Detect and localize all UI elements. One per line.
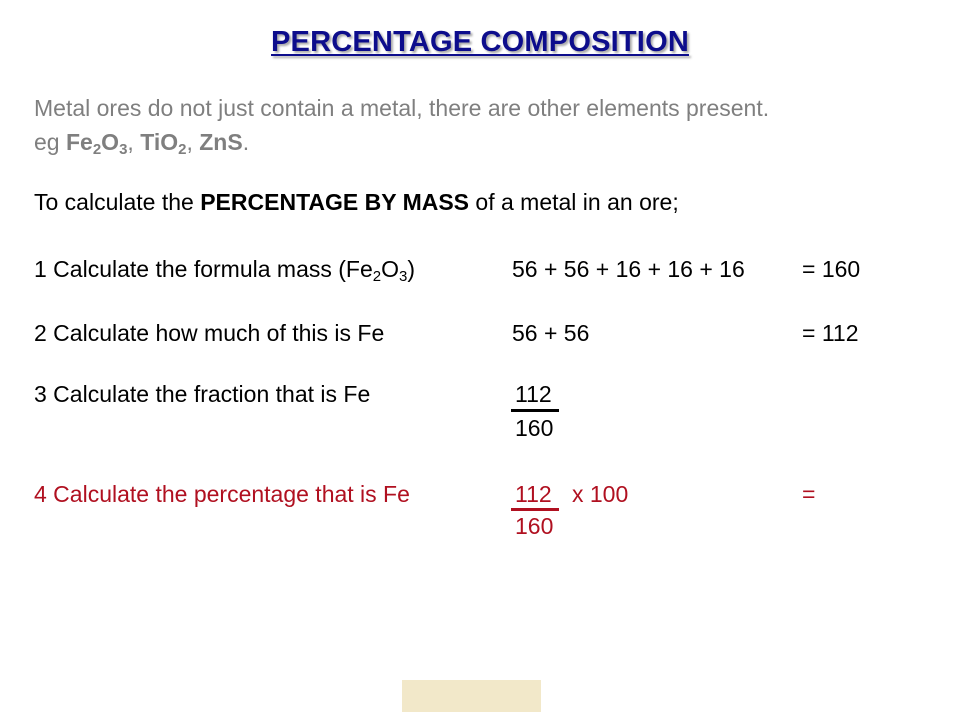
step-2-result: = 112 — [802, 320, 859, 346]
formula-zns: ZnS — [199, 129, 243, 155]
page-title: PERCENTAGE COMPOSITION — [271, 26, 689, 58]
step-4-multiplier: x 100 — [572, 481, 629, 507]
step-3-numerator: 112 — [515, 381, 552, 407]
step-4-numerator: 112 — [515, 481, 552, 507]
step-4-fraction-bar — [511, 508, 559, 511]
step-4-denominator: 160 — [515, 513, 554, 539]
step-3-label: 3 Calculate the fraction that is Fe — [34, 381, 371, 407]
footer-decoration — [402, 680, 541, 712]
step-4-label: 4 Calculate the percentage that is Fe — [34, 481, 410, 507]
instruction-emphasis: PERCENTAGE BY MASS — [200, 189, 470, 215]
intro-examples: eg $Fe_2O_3$, TiO$_2$, ZnS. — [34, 129, 250, 158]
step-2-label: 2 Calculate how much of this is Fe — [34, 320, 385, 346]
eg-label: eg — [34, 129, 66, 155]
step-1-label: 1 Calculate the formula mass $(Fe_2O_3)$ — [34, 256, 415, 285]
formula-tio2: TiO$_2$ — [140, 129, 187, 158]
intro-line: Metal ores do not just contain a metal, there are other elements present. — [34, 95, 770, 121]
formula-fe2o3: $Fe_2O_3$ — [65, 129, 128, 158]
step-3-fraction-bar — [511, 409, 559, 412]
instruction: To calculate the PERCENTAGE BY MASS of a metal in an ore; — [34, 189, 679, 215]
step-1-result: = 160 — [802, 256, 861, 282]
step-1-calc: 56 + 56 + 16 + 16 + 16 — [512, 256, 745, 282]
step-2-calc: 56 + 56 — [512, 320, 590, 346]
step-3-denominator: 160 — [515, 415, 554, 441]
step-4-result: = — [802, 481, 816, 507]
